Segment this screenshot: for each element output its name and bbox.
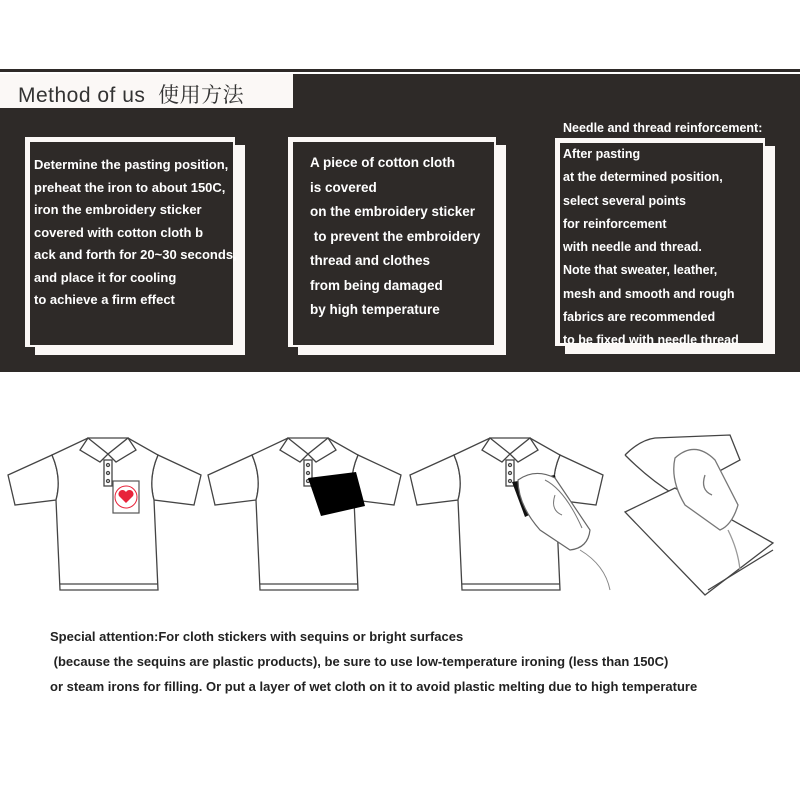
- text-line: select several points: [563, 193, 686, 208]
- top-divider: [0, 69, 800, 72]
- text-line: or steam irons for filling. Or put a layer of wet cloth on it to avoid plastic melting due to high temperature: [50, 679, 698, 694]
- text-line: thread and clothes: [310, 253, 431, 268]
- text-line: A piece of cotton cloth: [310, 155, 455, 170]
- step-2-text: [310, 151, 480, 323]
- text-line: to prevent the embroidery: [310, 228, 481, 244]
- text-line: for reinforcement: [563, 216, 667, 231]
- text-line: iron the embroidery sticker: [34, 202, 202, 217]
- text-line: on the embroidery sticker: [310, 204, 476, 219]
- text-line: fabrics are recommended: [563, 310, 716, 325]
- text-line: from being damaged: [310, 277, 443, 293]
- text-line: mesh and smooth and rough: [563, 286, 735, 301]
- text-line: is covered: [310, 179, 377, 195]
- iron-closeup: [625, 435, 773, 595]
- shirt-with-cotton-cloth: [208, 438, 401, 590]
- text-line: covered with cotton cloth b: [34, 224, 204, 240]
- text-line: to achieve a firm effect: [34, 292, 175, 307]
- text-line: Determine the pasting position,: [34, 157, 229, 172]
- text-line: with needle and thread.: [563, 240, 702, 255]
- text-line: Special attention:For cloth stickers with sequins or bright surfaces: [50, 629, 464, 644]
- text-line: at the determined position,: [563, 170, 723, 185]
- illustrations: [0, 420, 800, 610]
- text-line: preheat the iron to about 150C,: [34, 179, 226, 195]
- text-line: and place it for cooling: [34, 269, 177, 285]
- text-line: ack and forth for 20~30 seconds,: [34, 247, 237, 262]
- text-line: to be fixed with needle thread: [563, 333, 739, 348]
- step-1-text: [34, 154, 237, 312]
- special-attention-note: [50, 628, 697, 703]
- step-3-text: [563, 143, 739, 353]
- section-title: [0, 74, 293, 108]
- shirt-being-ironed: [410, 438, 610, 590]
- text-line: by high temperature: [310, 302, 440, 317]
- step-3-heading: Needle and thread reinforcement:: [563, 121, 763, 135]
- section-title-text: Method of us 使用方法: [18, 84, 245, 107]
- text-line: After pasting: [563, 147, 641, 161]
- text-line: (because the sequins are plastic products), be sure to use low-temperature ironing (less than 150C): [50, 654, 669, 669]
- shirt-with-heart-sticker: [8, 438, 201, 590]
- text-line: Note that sweater, leather,: [563, 263, 718, 278]
